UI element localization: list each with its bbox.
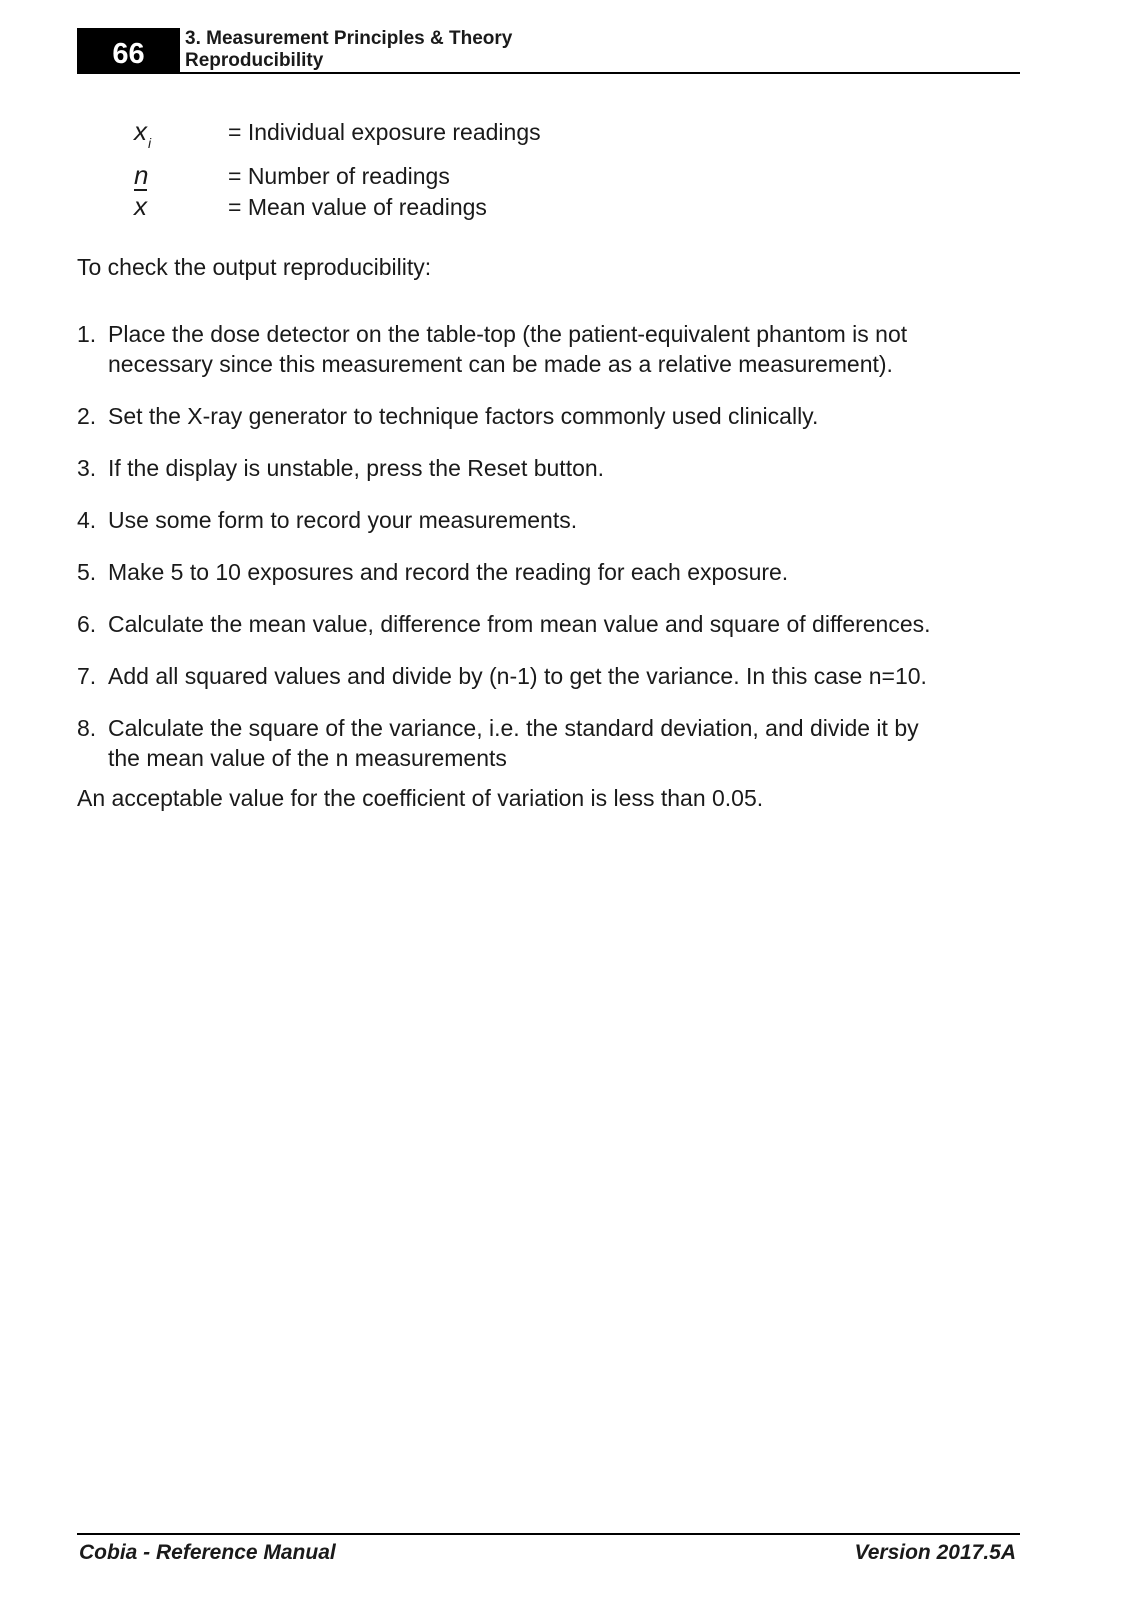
procedure-steps: [77, 319, 1022, 795]
step-text: Calculate the square of the variance, i.e. the standard deviation, and divide it by: [108, 715, 919, 741]
section-title: Reproducibility: [185, 50, 324, 71]
definition-text: = Individual exposure readings: [228, 119, 541, 145]
definition-text: = Mean value of readings: [228, 194, 487, 220]
step-text: Set the X-ray generator to technique factors commonly used clinically.: [108, 403, 819, 429]
definition-text: = Number of readings: [228, 163, 450, 189]
symbol-x-bar: $\overline{x}$: [134, 191, 147, 221]
page-header: [77, 28, 1020, 74]
footer-version: Version 2017.5A: [854, 1541, 1016, 1564]
step-number: 2.: [77, 403, 97, 429]
footer-divider: [77, 1533, 1020, 1535]
page-number: 66: [77, 28, 180, 74]
step-item: [77, 505, 1022, 535]
step-text: the mean value of the n measurements: [108, 745, 507, 771]
chapter-title: 3. Measurement Principles & Theory: [185, 28, 513, 49]
footer-manual-title: Cobia - Reference Manual: [79, 1541, 336, 1564]
conclusion-text: An acceptable value for the coefficient of variation is less than 0.05.: [77, 785, 764, 811]
step-item: [77, 609, 1022, 639]
step-text: Add all squared values and divide by (n-1) to get the variance. In this case n=10.: [108, 663, 927, 689]
header-divider: [180, 72, 1020, 74]
step-item: [77, 453, 1022, 483]
step-number: 3.: [77, 455, 97, 481]
step-number: 7.: [77, 663, 97, 689]
step-number: 5.: [77, 559, 97, 585]
symbol-xi: $x_i$: [134, 116, 152, 151]
step-text: Make 5 to 10 exposures and record the reading for each exposure.: [108, 559, 789, 585]
step-text: Place the dose detector on the table-top (the patient-equivalent phantom is not: [108, 321, 908, 347]
step-item: [77, 401, 1022, 431]
step-number: 6.: [77, 611, 97, 637]
step-number: 8.: [77, 715, 97, 741]
step-item: [77, 661, 1022, 691]
intro-text: To check the output reproducibility:: [77, 254, 432, 280]
step-item: [77, 713, 1022, 773]
step-item: [77, 319, 1022, 379]
step-text: Calculate the mean value, difference from mean value and square of differences.: [108, 611, 931, 637]
step-number: 4.: [77, 507, 97, 533]
step-text: Use some form to record your measurements.: [108, 507, 578, 533]
header-titles: [185, 28, 512, 72]
step-text: If the display is unstable, press the Reset button.: [108, 455, 605, 481]
step-item: [77, 557, 1022, 587]
step-text: necessary since this measurement can be made as a relative measurement).: [108, 351, 893, 377]
symbol-n: n: [134, 160, 149, 190]
step-number: 1.: [77, 321, 97, 347]
